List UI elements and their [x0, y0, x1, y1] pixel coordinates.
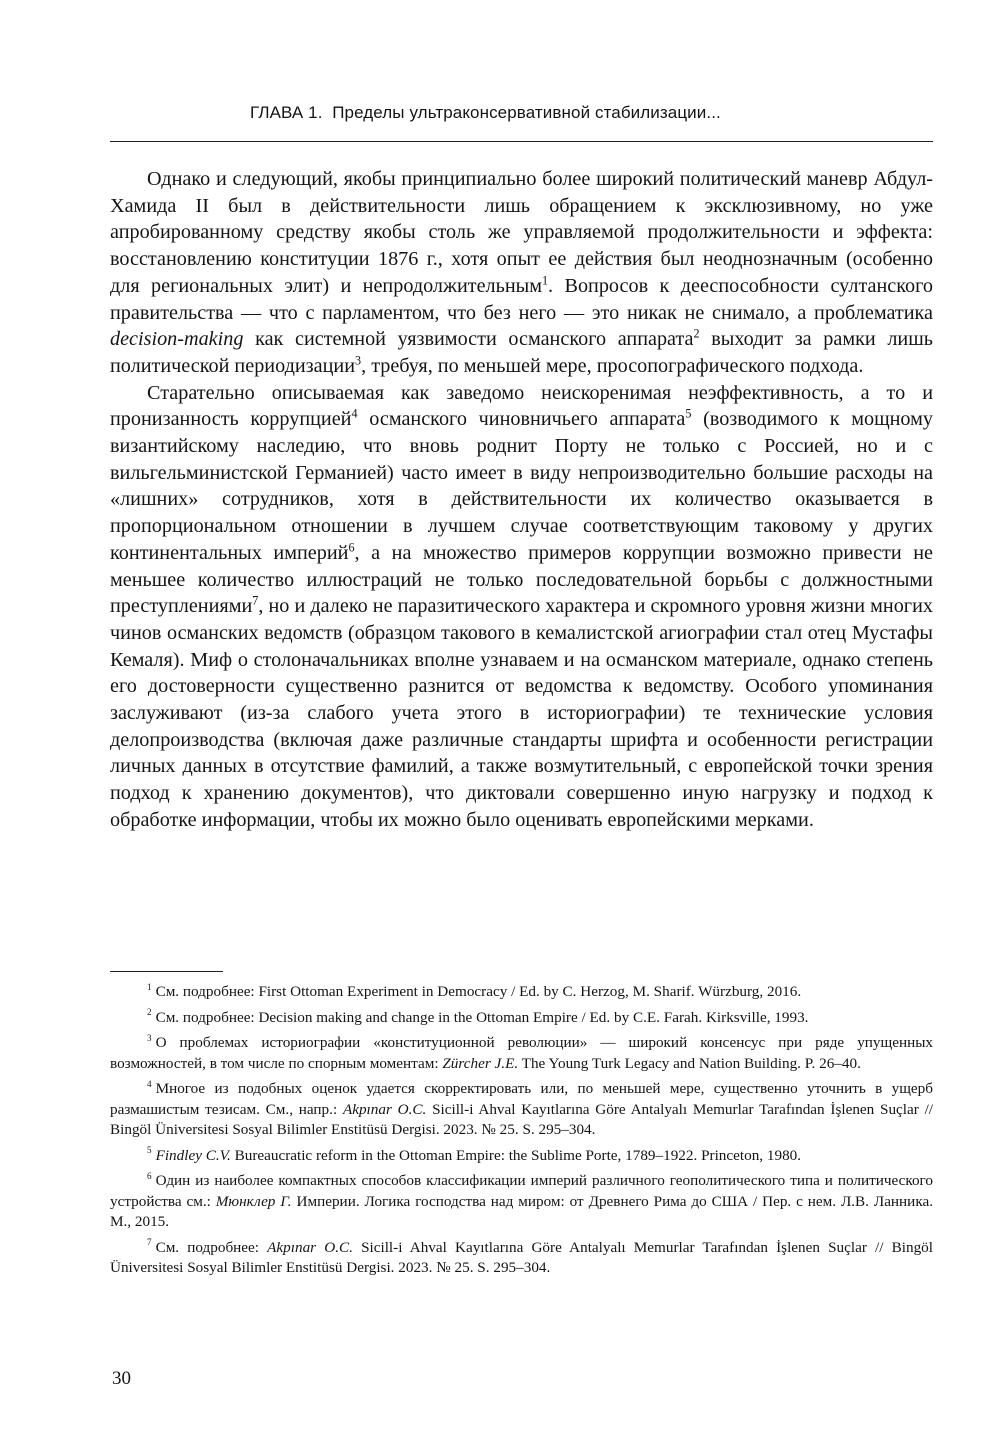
- chapter-title: Пределы ультраконсервативной стабилизации...: [332, 103, 721, 122]
- footnote-4: $^4$ Многое из подобных оценок удается скорректировать или, по меньшей мере, существенно уточнить в ущерб размашистым тезисам. См., напр.: Akpınar O.C. Sicill-i Ahval Kayıtlarına Göre Antalyalı Memurlar Tarafından İşlenen Suçlar // Bingöl Üniversitesi Sosyal Bilimler Enstitüsü Dergisi. 2023. № 25. S. 295–304.: [110, 1078, 934, 1138]
- author-name: Findley C.V.: [155, 1146, 231, 1164]
- page-number: 30: [112, 1368, 131, 1389]
- footnote-ref-7: 7: [252, 593, 259, 608]
- footnote-1: $^1$ См. подробнее: First Ottoman Experiment in Democracy / Ed. by C. Herzog, M. Sharif. Würzburg, 2016.: [147, 981, 802, 1000]
- footnote-ref-4: 4: [351, 406, 358, 421]
- chapter-label: ГЛАВА 1.: [250, 103, 323, 122]
- footnote-3: $^3$ О проблемах историографии «конституционной революции» — широкий консенсус при ряде упущенных возможностей, в том числе по спорным моментам: Zürcher J.E. The Young Turk Legacy and Nation Building. P. 26–40.: [110, 1032, 933, 1072]
- footnote-ref-2: 2: [693, 326, 700, 341]
- main-text: [110, 166, 933, 834]
- running-head: [250, 103, 721, 123]
- footnote-6: $^6$ Один из наиболее компактных способов классификации империй различного геополитического типа и политического устройства см.: Мюнклер Г. Империи. Логика господства над миром: от Древнего Рима до США / Пер. с нем. Л.В. Ланника. М., 2015.: [110, 1170, 934, 1230]
- header-rule: [110, 141, 933, 142]
- footnote-ref-6: 6: [348, 540, 355, 555]
- footnote-7: $^7$ См. подробнее: Akpınar O.C. Sicill-i Ahval Kayıtlarına Göre Antalyalı Memurlar Tarafından İşlenen Suçlar // Bingöl Üniversitesi Sosyal Bilimler Enstitüsü Dergisi. 2023. № 25. S. 295–304.: [110, 1237, 933, 1276]
- footnote-5: $^5$ Findley C.V. Bureaucratic reform in the Ottoman Empire: the Sublime Porte, 1789–1922. Princeton, 1980.: [147, 1145, 802, 1164]
- footnote-ref-3: 3: [355, 353, 362, 368]
- footnote-separator: [110, 971, 223, 972]
- author-name: Akpınar O.C.: [342, 1100, 427, 1118]
- footnote-ref-1: 1: [541, 273, 549, 288]
- footnote-ref-5: 5: [685, 406, 692, 421]
- author-name: Zürcher J.E.: [442, 1054, 519, 1072]
- paragraph-2: Старательно описываемая как заведомо неискоренимая неэффективность, а то и пронизанность коррупцией$^4$ османского чиновничьего аппарата$^5$ (возводимого к мощному византийскому наследию, что вновь роднит Порту не только с Россией, но и с вильгельминистской Германией) часто имеет в виду непроизводительно большие расходы на «лишних» сотрудников, хотя в действительности их количество оказывается в пропорциональном отношении в лучшем случае соответствующим таковому у других континентальных империй$^6$, а на множество примеров коррупции возможно привести не меньшее количество иллюстраций не только последовательной борьбы с должностными преступлениями$^7$, но и далеко не паразитического характера и скромного уровня жизни многих чинов османских ведомств (образцом такового в кемалистской агиографии стал отец Мустафы Кемаля). Миф о столоначальниках вполне узнаваем и на османском материале, однако степень его достоверности существенно разнится от ведомства к ведомству. Особого упоминания заслуживают (из-за слабого учета этого в историографии) те технические условия делопроизводства (включая даже различные стандарты шрифта и особенности регистрации личных данных в отсутствие фамилий, а также возмутительный, с европейской точки зрения подход к хранению документов), что диктовали совершенно иную нагрузку и подход к обработке информации, чтобы их можно было оценивать европейскими мерками.: [110, 381, 933, 831]
- author-name: Akpınar O.C.: [267, 1238, 353, 1256]
- emphasis-term: decision-making: [110, 328, 244, 351]
- footnotes: [110, 982, 933, 1284]
- footnote-2: $^2$ См. подробнее: Decision making and change in the Ottoman Empire / Ed. by C.E. Farah. Kirksville, 1993.: [147, 1007, 809, 1026]
- author-name: Мюнклер Г.: [215, 1192, 292, 1210]
- paragraph-1: Однако и следующий, якобы принципиально более широкий политический маневр Абдул-Хамида II был в действительности лишь обращением к эксклюзивному, но уже апробированному средству якобы столь же управляемой продолжительности и эффекта: восстановлению конституции 1876 г., хотя опыт ее действия был неоднозначным (особенно для региональных элит) и непродолжительным$^1$. Вопросов к дееспособности султанского правительства — что с парламентом, что без него — это никак не снимало, а проблематика decision-making как системной уязвимости османского аппарата$^2$ выходит за рамки лишь политической периодизации$^3$, требуя, по меньшей мере, просопографического подхода.: [110, 168, 933, 377]
